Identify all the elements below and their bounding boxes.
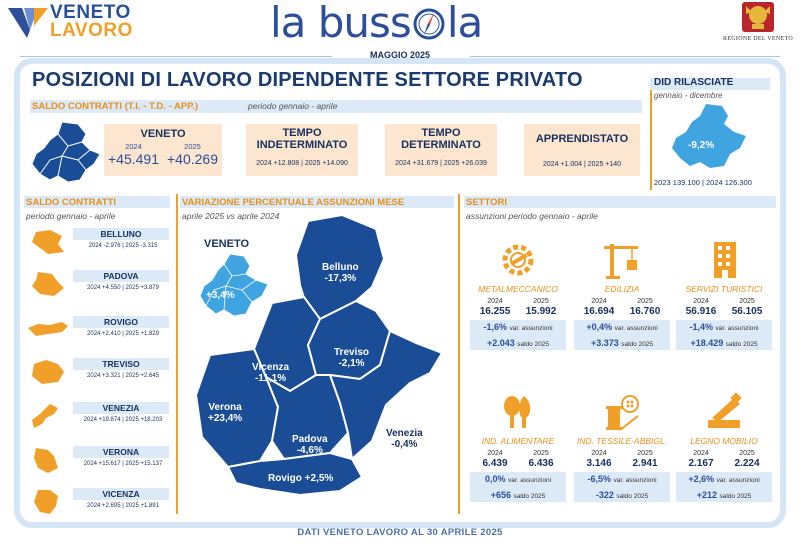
sectors-title: SETTORI <box>466 197 507 208</box>
veneto-lavoro-logo <box>8 4 148 44</box>
vicenza-shape-icon <box>28 488 68 516</box>
province-verona <box>28 446 170 476</box>
province-name: TREVISO <box>73 358 169 370</box>
label-padova-pct: -4,6% <box>296 445 323 456</box>
sector-edilizia <box>572 240 672 350</box>
veneto-map-label: VENETO <box>204 238 250 250</box>
sector-saldo-label: saldo 2025 <box>725 341 758 348</box>
sector-name: SERVIZI TURISTICI <box>685 284 763 294</box>
label-venezia <box>386 428 423 450</box>
hotel-building-icon <box>704 240 744 280</box>
province-treviso <box>28 358 170 388</box>
label-vicenza <box>252 362 289 384</box>
kpi-td-title-2: DETERMINATO <box>401 139 481 151</box>
label-treviso-pct: -2,1% <box>338 358 365 369</box>
sector-year-1: 2024 <box>591 450 607 457</box>
label-rovigo <box>268 473 333 484</box>
province-values: 2024 +4.550 | 2025 +3.879 <box>87 285 159 291</box>
did-veneto-map <box>668 102 754 172</box>
sector-year-2: 2025 <box>533 298 549 305</box>
kpi-tempo-determinato <box>385 124 497 176</box>
sector-saldo: +2.043 <box>486 338 515 348</box>
province-values: 2024 +15.617 | 2025 +15.137 <box>83 461 163 467</box>
sector-summary <box>676 472 772 502</box>
saldo-header-bar <box>30 100 642 113</box>
sector-name: EDILIZIA <box>604 284 640 294</box>
left-title: SALDO CONTRATTI <box>26 197 117 208</box>
province-name: BELLUNO <box>73 228 169 240</box>
middle-period: aprile 2025 vs aprile 2024 <box>182 211 280 221</box>
province-values: 2024 +2.410 | 2025 +1.829 <box>87 331 159 337</box>
left-period: periodo gennaio - aprile <box>26 211 116 221</box>
sector-year-1: 2024 <box>487 298 503 305</box>
sector-pct: -1,6% <box>483 322 507 332</box>
veneto-provinces-map-small <box>28 120 108 186</box>
sector-pct: +2,6% <box>688 474 715 484</box>
sector-legno-mobilio <box>674 392 774 502</box>
sector-summary <box>574 320 670 350</box>
label-verona <box>208 402 242 424</box>
verona-shape-icon <box>28 446 68 474</box>
label-treviso-name: Treviso <box>334 347 370 358</box>
label-rovigo-pct: +2,5% <box>304 473 334 484</box>
sector-var-label: var. assunzioni <box>614 325 658 332</box>
label-venezia-name: Venezia <box>386 428 423 439</box>
sector-year-2: 2025 <box>739 450 755 457</box>
label-verona-name: Verona <box>208 402 242 413</box>
label-belluno-pct: -17,3% <box>324 273 357 284</box>
sector-ind-tessile <box>572 392 672 502</box>
province-belluno <box>28 228 170 258</box>
sector-year-2: 2025 <box>637 450 653 457</box>
kpi-veneto-value-2: +40.269 <box>167 151 218 167</box>
compass-icon <box>412 7 446 41</box>
sector-name: IND. TESSILE-ABBIGL. <box>576 436 668 446</box>
date-divider-right <box>470 56 780 57</box>
sector-saldo-label: saldo 2025 <box>719 493 752 500</box>
kpi-veneto-value-1: +45.491 <box>108 151 159 167</box>
kpi-veneto <box>104 124 222 176</box>
label-vicenza-name: Vicenza <box>252 362 290 373</box>
sector-saldo: -322 <box>595 490 614 500</box>
title-part-1: la buss <box>270 0 411 47</box>
kpi-ti-values: 2024 +12.808 | 2025 +14.090 <box>256 160 348 167</box>
sector-saldo: +18.429 <box>690 338 724 348</box>
kpi-td-values: 2024 +31.679 | 2025 +26.039 <box>395 160 487 167</box>
province-values: 2024 +2.695 | 2025 +1.891 <box>87 503 159 509</box>
kpi-apprendistato <box>524 124 640 176</box>
sector-value-2: 56.105 <box>731 306 763 317</box>
sector-value-1: 16.255 <box>479 306 511 317</box>
sector-saldo-label: saldo 2025 <box>616 493 649 500</box>
province-values: 2024 +19.874 | 2025 +18.203 <box>83 417 163 423</box>
middle-header-bar <box>180 196 454 208</box>
padova-shape-icon <box>28 270 68 298</box>
did-title: DID RILASCIATE <box>654 77 734 88</box>
kpi-veneto-year-1: 2024 <box>125 142 142 151</box>
sector-saldo: +3.373 <box>590 338 619 348</box>
sector-var-label: var. assunzioni <box>508 477 552 484</box>
kpi-tempo-indeterminato <box>246 124 358 176</box>
sector-value-2: 15.992 <box>525 306 557 317</box>
did-pct: -9,2% <box>688 140 715 151</box>
kpi-ti-title-1: TEMPO <box>282 127 322 139</box>
province-venezia <box>28 402 170 432</box>
sector-saldo: +212 <box>696 490 717 500</box>
middle-title: VARIAZIONE PERCENTUALE ASSUNZIONI MESE <box>182 197 405 208</box>
label-padova <box>292 434 328 456</box>
veneto-lavoro-logo-icon <box>8 6 48 40</box>
issue-date: MAGGIO 2025 <box>369 50 431 60</box>
sector-pct: +0,4% <box>586 322 613 332</box>
kpi-veneto-year-2: 2025 <box>184 142 201 151</box>
column-divider-1 <box>176 194 178 514</box>
label-treviso <box>334 347 369 369</box>
main-heading: POSIZIONI DI LAVORO DIPENDENTE SETTORE PRIVATO <box>32 69 583 91</box>
sector-value-1: 56.916 <box>685 306 717 317</box>
sector-saldo-label: saldo 2025 <box>517 341 550 348</box>
sector-ind-alimentare <box>468 392 568 502</box>
province-vicenza <box>28 488 170 518</box>
province-values: 2024 -2.976 | 2025 -3.315 <box>88 243 158 249</box>
province-name: VERONA <box>73 446 169 458</box>
sector-value-1: 2.167 <box>688 458 714 469</box>
left-header-bar <box>24 196 170 208</box>
rovigo-shape-icon <box>28 316 68 344</box>
kpi-ti-title-2: INDETERMINATO <box>256 139 348 151</box>
logo-line-1: VENETO <box>50 2 131 23</box>
treviso-shape-icon <box>28 358 68 386</box>
sector-summary <box>470 472 566 502</box>
sectors-period: assunzioni periodo gennaio - aprile <box>466 211 598 221</box>
kpi-app-values: 2024 +1.004 | 2025 +140 <box>542 161 622 168</box>
province-name: VICENZA <box>73 488 169 500</box>
footer-note: DATI VENETO LAVORO AL 30 APRILE 2025 <box>297 527 503 538</box>
did-panel <box>650 74 778 194</box>
gear-wrench-icon <box>498 240 538 280</box>
kpi-app-title: APPRENDISTATO <box>535 133 629 145</box>
sector-name: IND. ALIMENTARE <box>481 436 555 446</box>
sector-name: LEGNO MOBILIO <box>690 436 758 446</box>
title-part-2: la <box>446 0 483 47</box>
sector-summary <box>574 472 670 502</box>
sector-var-label: var. assunzioni <box>716 477 760 484</box>
province-name: ROVIGO <box>73 316 169 328</box>
sector-year-1: 2024 <box>693 298 709 305</box>
regione-veneto-logo <box>718 0 798 48</box>
saldo-period: periodo gennaio - aprile <box>248 101 338 111</box>
sector-value-2: 16.760 <box>629 306 661 317</box>
sector-var-label: var. assunzioni <box>613 477 657 484</box>
venezia-shape-icon <box>28 402 68 430</box>
kpi-veneto-title: VENETO <box>140 128 186 140</box>
sector-saldo-label: saldo 2025 <box>621 341 654 348</box>
sector-pct: 0,0% <box>484 474 506 484</box>
sector-value-1: 3.146 <box>586 458 612 469</box>
label-verona-pct: +23,4% <box>208 413 243 424</box>
lion-crest-icon <box>740 0 776 34</box>
label-venezia-pct: -0,4% <box>391 439 418 450</box>
sector-var-label: var. assunzioni <box>715 325 759 332</box>
sector-year-1: 2024 <box>487 450 503 457</box>
sector-saldo-label: saldo 2025 <box>513 493 546 500</box>
label-belluno <box>322 262 359 284</box>
veneto-provinces-map <box>180 215 456 501</box>
sector-value-2: 2.941 <box>632 458 658 469</box>
sector-servizi-turistici <box>674 240 774 350</box>
sector-year-1: 2024 <box>693 450 709 457</box>
page-title <box>270 0 530 48</box>
sector-value-2: 2.224 <box>734 458 760 469</box>
label-padova-name: Padova <box>292 434 328 445</box>
sector-value-1: 16.694 <box>583 306 615 317</box>
sectors-header-bar <box>464 196 776 208</box>
province-values: 2024 +3.321 | 2025 +2.645 <box>87 373 159 379</box>
sector-value-2: 6.436 <box>528 458 554 469</box>
sector-year-2: 2025 <box>637 298 653 305</box>
date-divider-left <box>20 56 332 57</box>
sector-value-1: 6.439 <box>482 458 508 469</box>
regione-caption: REGIONE DEL VENETO <box>723 36 793 42</box>
did-period: gennaio - dicembre <box>654 91 723 100</box>
food-icon <box>498 392 538 432</box>
province-padova <box>28 270 170 300</box>
sector-summary <box>470 320 566 350</box>
logo-line-2: LAVORO <box>50 20 133 41</box>
sewing-icon <box>602 392 642 432</box>
sector-saldo: +656 <box>490 490 511 500</box>
label-rovigo-name: Rovigo <box>268 473 302 484</box>
sector-year-1: 2024 <box>591 298 607 305</box>
sector-metalmeccanico <box>468 240 568 350</box>
province-name: PADOVA <box>73 270 169 282</box>
label-vicenza-pct: -11,1% <box>254 373 287 384</box>
sector-year-2: 2025 <box>739 298 755 305</box>
belluno-shape-icon <box>28 228 68 256</box>
kpi-td-title-1: TEMPO <box>421 127 461 139</box>
crane-icon <box>602 240 642 280</box>
label-belluno-name: Belluno <box>322 262 359 273</box>
veneto-inset-pct: +3,4% <box>206 290 235 301</box>
sector-pct: -1,4% <box>689 322 713 332</box>
sector-var-label: var. assunzioni <box>509 325 553 332</box>
saldo-label: SALDO CONTRATTI (T.I. - T.D. - APP.) <box>32 101 199 112</box>
province-name: VENEZIA <box>73 402 169 414</box>
province-rovigo <box>28 316 170 346</box>
sector-name: METALMECCANICO <box>478 284 558 294</box>
sector-year-2: 2025 <box>533 450 549 457</box>
wood-saw-icon <box>704 392 744 432</box>
column-divider-2 <box>458 194 460 514</box>
did-values: 2023 139.100 | 2024 126.300 <box>654 178 752 187</box>
sector-summary <box>676 320 772 350</box>
sector-pct: -6,5% <box>587 474 611 484</box>
